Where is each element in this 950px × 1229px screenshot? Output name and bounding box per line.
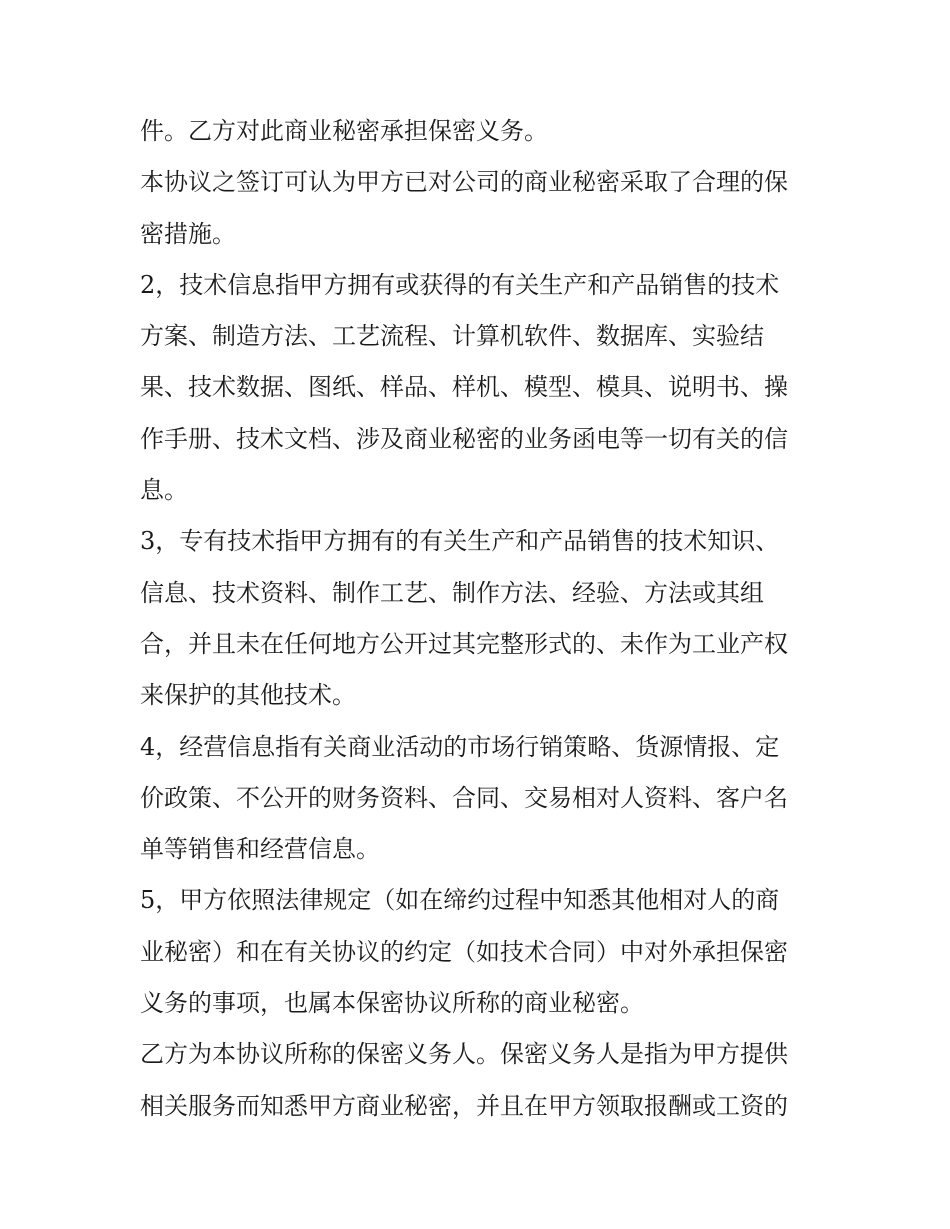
text-line: 件。乙方对此商业秘密承担保密义务。 [140, 117, 548, 145]
text-line: 5，甲方依照法律规定（如在缔约过程中知悉其他相对人的商 [140, 886, 780, 915]
text-line: 乙方为本协议所称的保密义务人。保密义务人是指为甲方提供 [140, 1040, 788, 1069]
text-line: 密措施。 [140, 219, 236, 248]
text-line: 作手册、技术文档、涉及商业秘密的业务函电等一切有关的信 [140, 424, 788, 453]
text-line: 价政策、不公开的财务资料、合同、交易相对人资料、客户名 [140, 783, 788, 812]
text-line: 果、技术数据、图纸、样品、样机、模型、模具、说明书、操 [140, 373, 788, 402]
text-line: 4，经营信息指有关商业活动的市场行销策略、货源情报、定 [140, 732, 780, 761]
text-line: 2，技术信息指甲方拥有或获得的有关生产和产品销售的技术 [140, 270, 780, 299]
text-line: 来保护的其他技术。 [140, 681, 356, 710]
text-line: 方案、制造方法、工艺流程、计算机软件、数据库、实验结 [140, 322, 764, 351]
text-line: 业秘密）和在有关协议的约定（如技术合同）中对外承担保密 [140, 937, 788, 966]
text-line: 信息、技术资料、制作工艺、制作方法、经验、方法或其组 [140, 578, 764, 607]
document-body [140, 106, 812, 1132]
text-line: 单等销售和经营信息。 [140, 835, 380, 864]
text-line: 合，并且未在任何地方公开过其完整形式的、未作为工业产权 [140, 629, 788, 658]
text-line: 相关服务而知悉甲方商业秘密，并且在甲方领取报酬或工资的 [140, 1091, 788, 1120]
text-line: 息。 [140, 476, 188, 505]
text-line: 义务的事项，也属本保密协议所称的商业秘密。 [140, 989, 644, 1018]
text-line: 3，专有技术指甲方拥有的有关生产和产品销售的技术知识、 [140, 527, 780, 556]
text-line: 本协议之签订可认为甲方已对公司的商业秘密采取了合理的保 [140, 168, 788, 197]
